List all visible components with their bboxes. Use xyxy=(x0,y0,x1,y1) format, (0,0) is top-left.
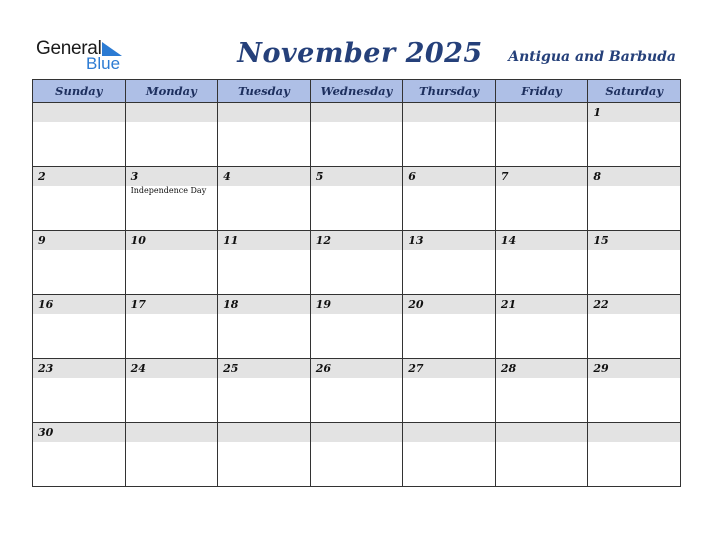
day-number: 19 xyxy=(315,298,331,311)
day-number: 14 xyxy=(500,234,517,247)
week-row xyxy=(33,295,681,359)
week-row xyxy=(33,423,681,487)
day-number: 10 xyxy=(130,234,146,247)
day-cell[interactable] xyxy=(588,167,681,231)
day-cell[interactable] xyxy=(495,103,588,167)
day-cell-band xyxy=(496,423,588,442)
day-number: 23 xyxy=(38,362,54,375)
day-number: 15 xyxy=(593,234,609,247)
day-number: 12 xyxy=(315,234,331,247)
day-number: 1 xyxy=(593,106,602,119)
day-number: 2 xyxy=(38,170,46,183)
day-cell-band xyxy=(218,167,310,186)
day-cell[interactable] xyxy=(33,231,126,295)
day-number: 18 xyxy=(223,298,239,311)
day-cell[interactable] xyxy=(218,167,311,231)
day-cell[interactable] xyxy=(403,423,496,487)
day-number: 8 xyxy=(593,170,602,183)
day-cell[interactable] xyxy=(310,295,403,359)
day-cell[interactable] xyxy=(33,103,126,167)
day-number: 9 xyxy=(38,234,46,247)
weekday-header-row xyxy=(33,80,681,103)
day-cell[interactable] xyxy=(218,103,311,167)
day-number: 26 xyxy=(315,362,331,375)
weekday-monday: Monday xyxy=(125,80,218,103)
day-number: 11 xyxy=(223,234,239,247)
day-number: 22 xyxy=(593,298,609,311)
day-number: 3 xyxy=(130,170,139,183)
day-cell[interactable] xyxy=(125,167,218,231)
day-number: 24 xyxy=(130,362,146,375)
logo-text-blue: Blue xyxy=(86,54,121,73)
day-cell-band xyxy=(496,103,588,122)
day-cell-band xyxy=(218,103,310,122)
day-cell-band xyxy=(33,167,125,186)
day-number: 6 xyxy=(408,170,416,183)
day-cell[interactable] xyxy=(125,423,218,487)
day-cell-band xyxy=(496,167,588,186)
day-cell[interactable] xyxy=(218,423,311,487)
day-number: 28 xyxy=(500,362,517,375)
day-number: 30 xyxy=(38,426,54,439)
week-row xyxy=(33,359,681,423)
day-cell[interactable] xyxy=(310,167,403,231)
day-cell[interactable] xyxy=(125,359,218,423)
day-cell[interactable] xyxy=(125,231,218,295)
day-cell[interactable] xyxy=(588,231,681,295)
weekday-saturday: Saturday xyxy=(588,80,681,103)
week-row xyxy=(33,231,681,295)
calendar-grid xyxy=(32,79,681,487)
weekday-wednesday: Wednesday xyxy=(310,80,403,103)
day-cell[interactable] xyxy=(33,167,126,231)
day-cell[interactable] xyxy=(588,423,681,487)
logo-text-general: General xyxy=(36,38,102,59)
weekday-sunday: Sunday xyxy=(33,80,126,103)
day-cell[interactable] xyxy=(403,103,496,167)
day-cell[interactable] xyxy=(33,359,126,423)
day-number: 21 xyxy=(500,298,517,311)
day-cell[interactable] xyxy=(588,359,681,423)
day-cell[interactable] xyxy=(403,231,496,295)
day-cell[interactable] xyxy=(218,359,311,423)
day-number: 17 xyxy=(130,298,146,311)
day-number: 13 xyxy=(408,234,424,247)
generalblue-logo xyxy=(36,38,136,74)
page-title: November 2025 xyxy=(237,38,483,69)
day-cell-band xyxy=(33,231,125,250)
day-cell[interactable] xyxy=(218,231,311,295)
day-cell-band xyxy=(588,103,680,122)
day-cell[interactable] xyxy=(495,295,588,359)
week-row xyxy=(33,167,681,231)
day-cell-band xyxy=(588,423,680,442)
day-cell[interactable] xyxy=(403,295,496,359)
day-number: 7 xyxy=(500,170,509,183)
weekday-thursday: Thursday xyxy=(403,80,496,103)
day-cell-band xyxy=(311,103,403,122)
day-cell-band xyxy=(403,103,495,122)
day-cell-band xyxy=(126,167,218,186)
holiday-label: Independence Day xyxy=(130,186,207,195)
day-cell[interactable] xyxy=(33,423,126,487)
day-number: 25 xyxy=(223,362,239,375)
day-cell-band xyxy=(588,167,680,186)
day-cell[interactable] xyxy=(403,359,496,423)
day-cell[interactable] xyxy=(588,103,681,167)
week-row xyxy=(33,103,681,167)
day-cell-band xyxy=(126,103,218,122)
country-label: Antigua and Barbuda xyxy=(508,49,676,65)
day-number: 16 xyxy=(38,298,54,311)
day-cell[interactable] xyxy=(495,423,588,487)
day-cell-band xyxy=(311,167,403,186)
day-cell[interactable] xyxy=(310,423,403,487)
day-cell-band xyxy=(311,423,403,442)
day-cell[interactable] xyxy=(403,167,496,231)
day-cell-band xyxy=(403,167,495,186)
day-cell-band xyxy=(126,423,218,442)
day-cell[interactable] xyxy=(495,167,588,231)
day-cell[interactable] xyxy=(310,103,403,167)
day-cell[interactable] xyxy=(495,231,588,295)
day-cell[interactable] xyxy=(495,359,588,423)
day-cell[interactable] xyxy=(125,103,218,167)
day-cell-band xyxy=(403,423,495,442)
day-cell[interactable] xyxy=(33,295,126,359)
weekday-friday: Friday xyxy=(495,80,588,103)
day-cell-band xyxy=(33,103,125,122)
day-number: 4 xyxy=(223,170,231,183)
day-cell[interactable] xyxy=(218,295,311,359)
day-number: 29 xyxy=(593,362,609,375)
day-number: 27 xyxy=(408,362,424,375)
day-cell[interactable] xyxy=(125,295,218,359)
day-number: 5 xyxy=(315,170,324,183)
day-cell[interactable] xyxy=(588,295,681,359)
day-cell[interactable] xyxy=(310,359,403,423)
day-cell[interactable] xyxy=(310,231,403,295)
calendar-body xyxy=(33,103,681,487)
day-number: 20 xyxy=(408,298,424,311)
weekday-tuesday: Tuesday xyxy=(218,80,311,103)
day-cell-band xyxy=(218,423,310,442)
